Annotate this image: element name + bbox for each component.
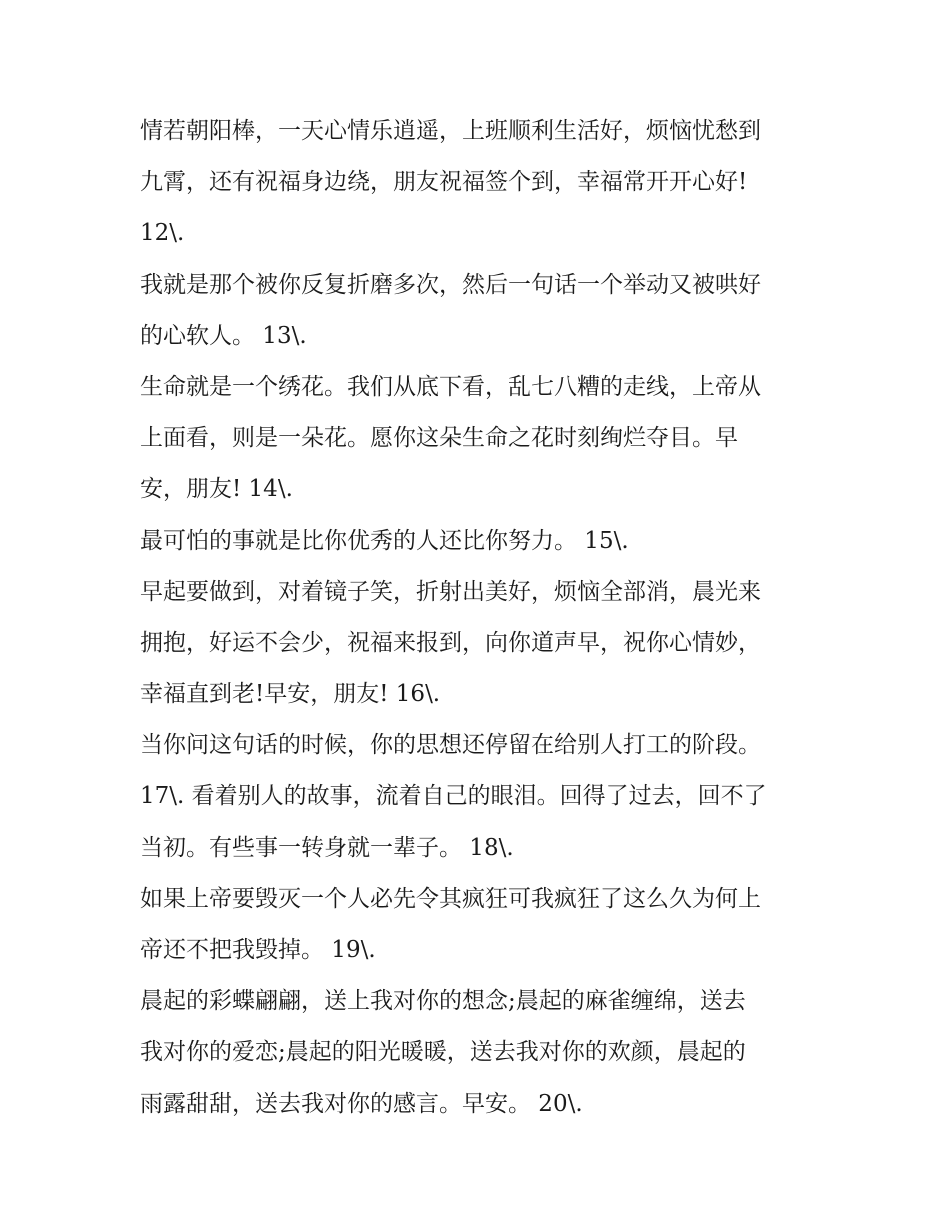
text-line: 当你问这句话的时候，你的思想还停留在给别人打工的阶段。 (140, 732, 761, 759)
text-line: 九霄，还有祝福身边绕，朋友祝福签个到，幸福常开开心好! (140, 169, 748, 196)
text-line: 上面看，则是一朵花。愿你这朵生命之花时刻绚烂夺目。早 (140, 425, 738, 452)
text-line: 最可怕的事就是比你优秀的人还比你努力。 15\. (140, 527, 629, 554)
text-line: 拥抱，好运不会少，祝福来报到，向你道声早，祝你心情妙， (140, 629, 761, 656)
text-line: 幸福直到老!早安，朋友! 16\. (140, 681, 441, 708)
text-line: 17\. 看着别人的故事，流着自己的眼泪。回得了过去，回不了 (140, 783, 767, 810)
text-line: 雨露甜甜，送去我对你的感言。早安。 20\. (140, 1090, 583, 1117)
text-line: 当初。有些事一转身就一辈子。 18\. (140, 834, 514, 861)
text-line: 早起要做到，对着镜子笑，折射出美好，烦恼全部消，晨光来 (140, 578, 761, 605)
text-line: 12\. (140, 220, 185, 247)
text-line: 如果上帝要毁灭一个人必先令其疯狂可我疯狂了这么久为何上 (140, 885, 761, 912)
text-line: 我对你的爱恋;晨起的阳光暖暖，送去我对你的欢颜，晨起的 (140, 1039, 746, 1066)
text-line: 晨起的彩蝶翩翩，送上我对你的想念;晨起的麻雀缠绵，送去 (140, 988, 746, 1015)
text-line: 我就是那个被你反复折磨多次，然后一句话一个举动又被哄好 (140, 271, 761, 298)
text-line: 情若朝阳棒，一天心情乐逍遥，上班顺利生活好，烦恼忧愁到 (140, 118, 761, 144)
text-line: 帝还不把我毁掉。 19\. (140, 937, 376, 963)
text-line: 安，朋友! 14\. (140, 476, 293, 503)
text-line: 生命就是一个绣花。我们从底下看，乱七八糟的走线，上帝从 (140, 373, 761, 400)
document-body (140, 106, 830, 1130)
text-line: 的心软人。 13\. (140, 322, 307, 349)
